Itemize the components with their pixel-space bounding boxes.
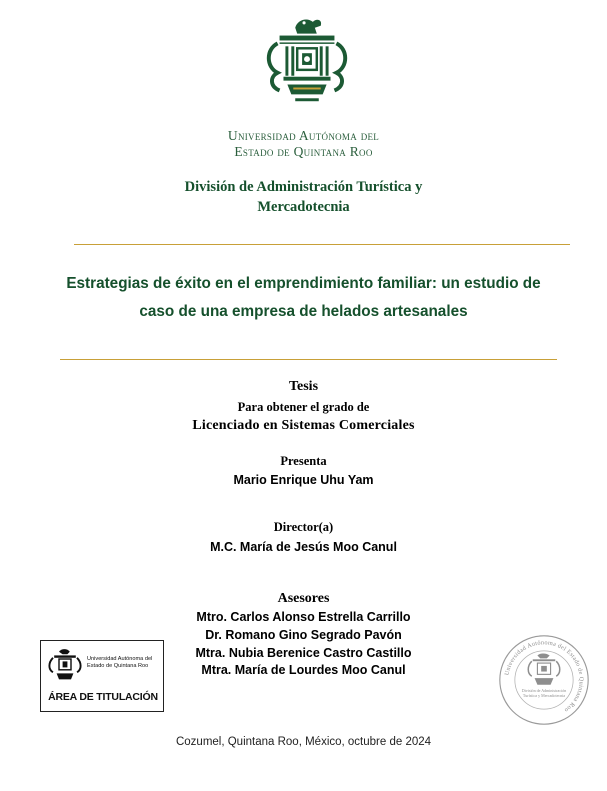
seal-inner-line2: Turística y Mercadotecnia bbox=[522, 692, 566, 698]
advisor-name: Dr. Romano Gino Segrado Pavón bbox=[205, 628, 402, 642]
division-name bbox=[0, 177, 607, 217]
thesis-title bbox=[40, 270, 567, 326]
degree-heading: Tesis bbox=[288, 379, 319, 394]
presenter-heading: Presenta bbox=[280, 454, 327, 468]
division-line2: Mercadotecnia bbox=[257, 199, 350, 215]
university-name bbox=[0, 128, 607, 160]
advisor-name: Mtra. Nubia Berenice Castro Castillo bbox=[195, 646, 412, 660]
director-heading: Director(a) bbox=[273, 520, 334, 534]
university-name-line2: Estado de Quintana Roo bbox=[234, 144, 373, 159]
stamp-label: ÁREA DE TITULACIÓN bbox=[48, 691, 158, 703]
titulacion-stamp bbox=[40, 640, 164, 712]
top-divider bbox=[74, 244, 570, 245]
division-line1: División de Administración Turística y bbox=[184, 179, 423, 195]
stamp-uni-line1: Universidad Autónoma del bbox=[87, 656, 153, 662]
thesis-title-line2: caso de una empresa de helados artesanales bbox=[139, 303, 468, 320]
bottom-divider bbox=[60, 359, 557, 360]
degree-name: Licenciado en Sistemas Comerciales bbox=[192, 418, 415, 433]
university-crest-logo bbox=[258, 14, 356, 112]
advisor-name: Mtro. Carlos Alonso Estrella Carrillo bbox=[196, 610, 411, 624]
director-name: M.C. María de Jesús Moo Canul bbox=[210, 540, 397, 554]
thesis-title-line1: Estrategias de éxito en el emprendimiento familiar: un estudio de bbox=[66, 275, 541, 292]
advisors-heading: Asesores bbox=[277, 591, 330, 606]
place-date: Cozumel, Quintana Roo, México, octubre de 2024 bbox=[175, 736, 432, 748]
stamp-uni-line2: Estado de Quintana Roo bbox=[87, 663, 149, 669]
seal-ring-text: Universidad Autónoma del Estado de Quintana Roo bbox=[503, 639, 585, 714]
division-seal bbox=[497, 633, 591, 727]
university-name-line1: Universidad Autónoma del bbox=[227, 128, 380, 143]
advisor-name: Mtra. María de Lourdes Moo Canul bbox=[201, 663, 406, 677]
stamp-university-name bbox=[87, 656, 163, 670]
degree-purpose: Para obtener el grado de bbox=[237, 400, 370, 414]
seal-inner-line1: División de Administración bbox=[521, 688, 567, 694]
presenter-name: Mario Enrique Uhu Yam bbox=[233, 473, 374, 487]
stamp-crest-icon bbox=[47, 647, 83, 683]
